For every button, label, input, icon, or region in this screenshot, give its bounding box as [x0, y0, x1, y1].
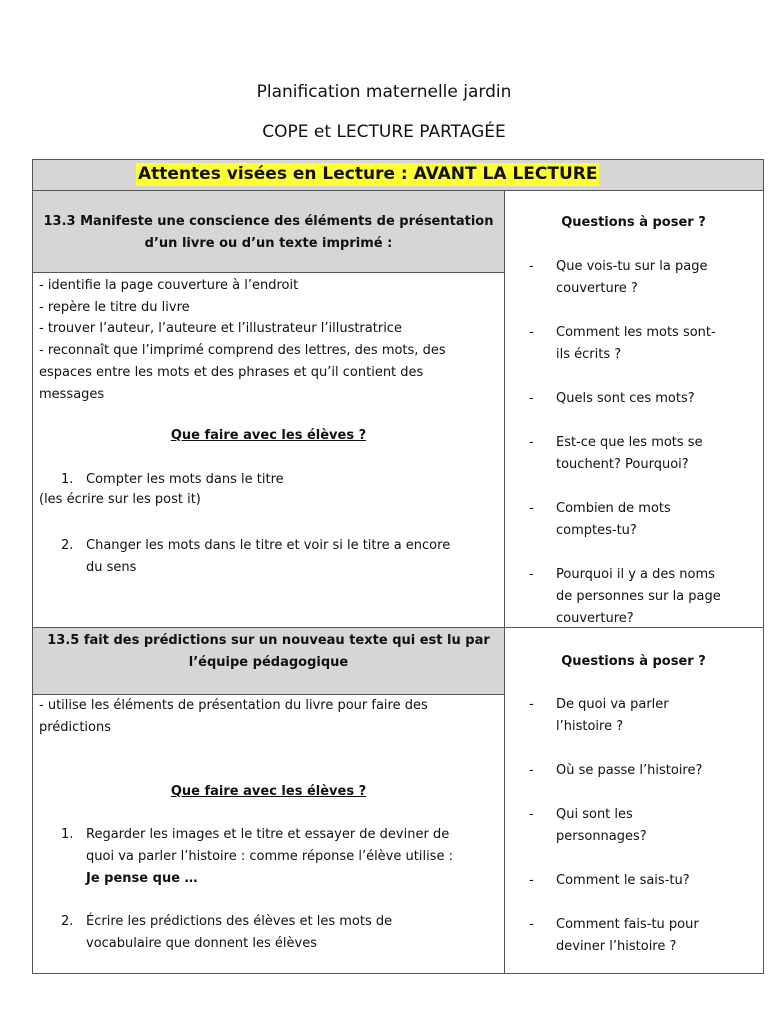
section1-body-line: messages	[39, 386, 105, 402]
question-item	[529, 760, 763, 782]
section1-body-line: - trouver l’auteur, l’auteure et l’illustrateur l’illustratrice	[39, 321, 402, 337]
question-text: de personnes sur la page	[556, 589, 721, 604]
section1-body	[39, 275, 499, 405]
section1-body-line: espaces entre les mots et des phrases et qu’il contient des	[39, 364, 424, 380]
question-text: Que vois-tu sur la page	[556, 259, 708, 274]
section1-activities-heading: Que faire avec les élèves ?	[170, 428, 367, 443]
step-number: 2.	[61, 914, 74, 929]
section1-step-note: (les écrire sur les post it)	[39, 492, 201, 507]
section1-title-line: d’un livre ou d’un texte imprimé :	[144, 236, 393, 251]
question-text: Combien de mots	[556, 501, 671, 516]
question-item	[529, 564, 763, 630]
step-text: Écrire les prédictions des élèves et les mots de	[86, 914, 393, 929]
step-text: Compter les mots dans le titre	[86, 472, 284, 487]
question-text: Où se passe l’histoire?	[556, 763, 703, 778]
question-text: couverture ?	[556, 281, 638, 296]
question-text: Est-ce que les mots se	[556, 435, 703, 450]
page-subtitle: COPE et LECTURE PARTAGÉE	[262, 122, 506, 142]
section2-body	[39, 695, 499, 738]
step-number: 1.	[61, 472, 74, 487]
section2-questions-heading: Questions à poser ?	[561, 654, 706, 669]
section1-questions-list	[529, 256, 763, 630]
question-item	[529, 914, 763, 958]
question-item	[529, 804, 763, 848]
step-text: Changer les mots dans le titre et voir si le titre a encore	[86, 538, 451, 553]
section2-activities-heading: Que faire avec les élèves ?	[170, 784, 367, 799]
question-item	[529, 388, 763, 410]
section2-questions-list	[529, 694, 763, 958]
step-text: vocabulaire que donnent les élèves	[86, 936, 317, 951]
section2-title	[33, 630, 504, 674]
planning-table	[32, 159, 764, 974]
list-dash: -	[529, 325, 534, 340]
question-item	[529, 322, 763, 366]
question-text: deviner l’histoire ?	[556, 939, 677, 954]
row-divider	[33, 272, 504, 273]
question-text: touchent? Pourquoi?	[556, 457, 689, 472]
section1-body-line: - repère le titre du livre	[39, 299, 190, 315]
step-text: quoi va parler l’histoire : comme réponse l’élève utilise :	[86, 849, 453, 864]
question-text: Quels sont ces mots?	[556, 391, 695, 406]
question-item	[529, 870, 763, 892]
question-text: couverture?	[556, 611, 634, 626]
question-text: Qui sont les	[556, 807, 633, 822]
question-text: comptes-tu?	[556, 523, 637, 538]
question-item	[529, 256, 763, 300]
section2-title-line: 13.5 fait des prédictions sur un nouveau texte qui est lu par	[47, 633, 490, 648]
section1-step-2	[61, 535, 501, 579]
question-text: personnages?	[556, 829, 647, 844]
banner-heading: Attentes visées en Lecture : AVANT LA LECTURE	[138, 164, 598, 184]
step-text: Regarder les images et le titre et essayer de deviner de	[86, 827, 450, 842]
question-text: ils écrits ?	[556, 347, 622, 362]
section2-title-line: l’équipe pédagogique	[188, 655, 349, 670]
list-dash: -	[529, 391, 534, 406]
page-title: Planification maternelle jardin	[256, 82, 512, 102]
question-item	[529, 498, 763, 542]
question-item	[529, 432, 763, 476]
step-example: Je pense que …	[86, 871, 198, 886]
banner-row	[33, 160, 763, 191]
list-dash: -	[529, 259, 534, 274]
section2-body-line: prédictions	[39, 719, 111, 735]
section1-step-1	[61, 469, 501, 491]
section2-step-2	[61, 911, 501, 955]
question-text: Comment fais-tu pour	[556, 917, 699, 932]
list-dash: -	[529, 873, 534, 888]
step-text: du sens	[86, 560, 137, 575]
question-text: Pourquoi il y a des noms	[556, 567, 715, 582]
question-text: Comment le sais-tu?	[556, 873, 690, 888]
question-text: Comment les mots sont-	[556, 325, 716, 340]
question-text: De quoi va parler	[556, 697, 669, 712]
list-dash: -	[529, 501, 534, 516]
list-dash: -	[529, 807, 534, 822]
section1-title	[33, 211, 504, 255]
list-dash: -	[529, 567, 534, 582]
section1-body-line: - reconnaît que l’imprimé comprend des lettres, des mots, des	[39, 343, 446, 359]
list-dash: -	[529, 917, 534, 932]
section1-questions-heading: Questions à poser ?	[561, 215, 706, 230]
step-number: 1.	[61, 827, 74, 842]
list-dash: -	[529, 435, 534, 450]
section1-title-line: 13.3 Manifeste une conscience des éléments de présentation	[43, 214, 494, 229]
section2-step-1	[61, 824, 501, 890]
column-divider	[504, 190, 505, 974]
section1-body-line: - identifie la page couverture à l’endroit	[39, 278, 299, 293]
step-number: 2.	[61, 538, 74, 553]
section2-body-line: - utilise les éléments de présentation du livre pour faire des	[39, 698, 428, 713]
list-dash: -	[529, 763, 534, 778]
list-dash: -	[529, 697, 534, 712]
question-text: l’histoire ?	[556, 719, 624, 734]
question-item	[529, 694, 763, 738]
